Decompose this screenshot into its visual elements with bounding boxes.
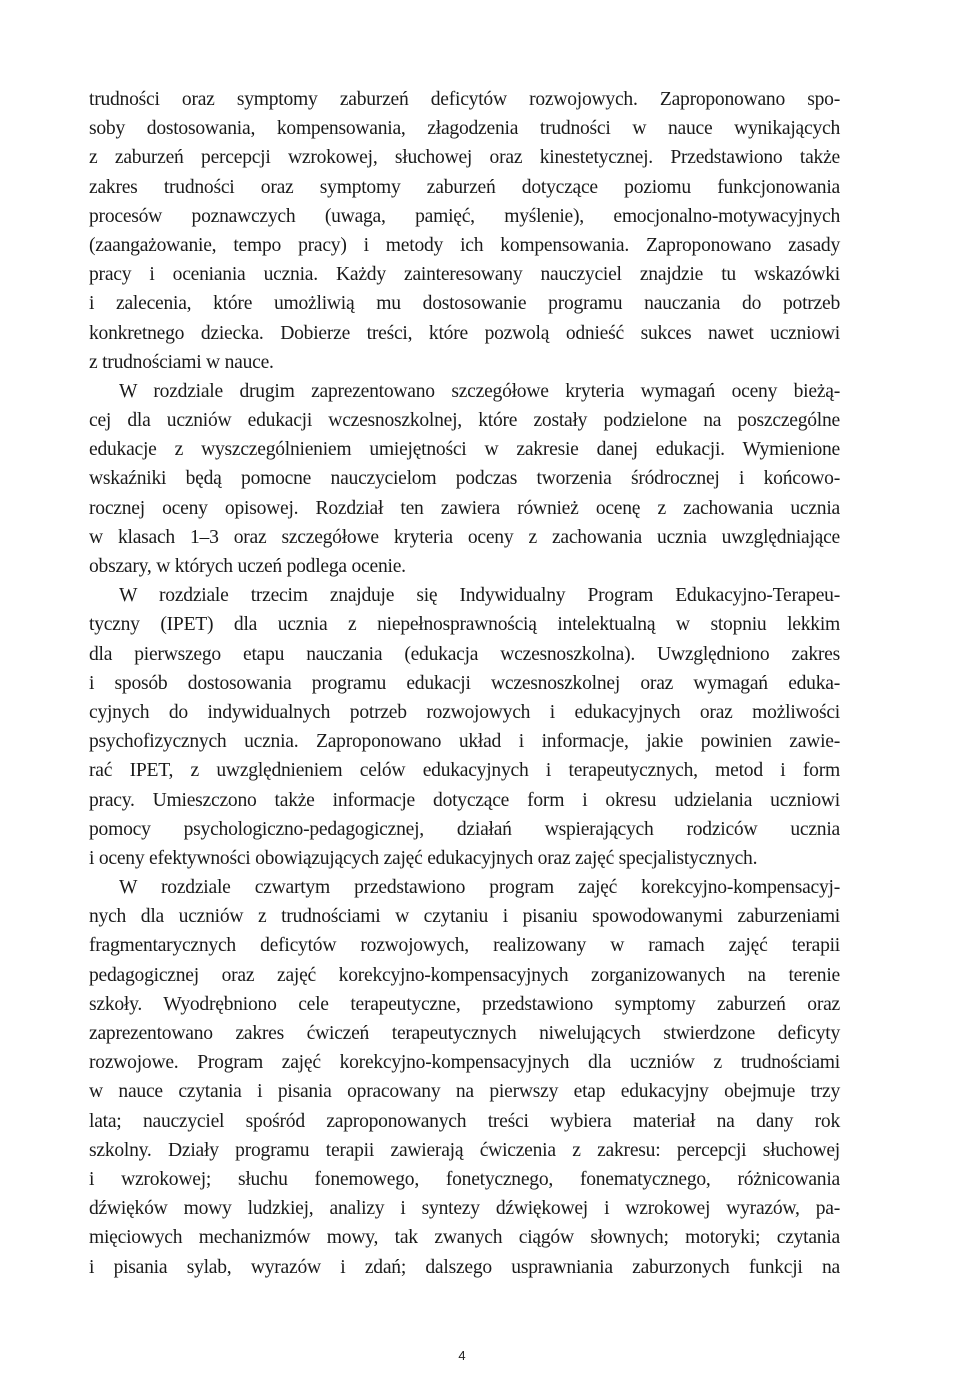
text-line: i oceny efektywności obowiązujących zajęć edukacyjnych oraz zajęć specjalistycznych. — [89, 847, 758, 869]
paragraph — [89, 873, 840, 1282]
paragraph — [89, 377, 840, 581]
text-line: soby dostosowania, kompensowania, złagodzenia trudności w nauce wynikających — [89, 118, 840, 140]
text-line: dźwięków mowy ludzkiej, analizy i syntezy dźwiękowej i wzrokowej wyrazów, pa- — [89, 1198, 840, 1220]
text-line: tyczny (IPET) dla ucznia z niepełnosprawnością intelektualną w stopniu lekkim — [89, 614, 840, 636]
text-line: dla pierwszego etapu nauczania (edukacja wczesnoszkolna). Uwzględniono zakres — [89, 643, 840, 665]
text-line: pracy. Umieszczono także informacje dotyczące form i okresu udzielania uczniowi — [89, 789, 840, 811]
text-line: W rozdziale czwartym przedstawiono program zajęć korekcyjno-kompensacyj- — [119, 877, 840, 899]
text-line: rać IPET, z uwzględnieniem celów edukacyjnych i terapeutycznych, metod i form — [89, 760, 840, 782]
text-line: pracy i oceniania ucznia. Każdy zainteresowany nauczyciel znajdzie tu wskazówki — [89, 264, 840, 286]
text-line: lata; nauczyciel spośród zaproponowanych treści wybiera materiał na dany rok — [89, 1110, 840, 1132]
text-line: psychofizycznych ucznia. Zaproponowano układ i informacje, jakie powinien zawie- — [89, 731, 840, 753]
text-line: i wzrokowej; słuchu fonemowego, fonetycznego, fonematycznego, różnicowania — [89, 1168, 840, 1190]
text-line: rozwojowe. Program zajęć korekcyjno-kompensacyjnych dla uczniów z trudnościami — [89, 1052, 840, 1074]
body-text — [89, 85, 840, 1282]
text-line: konkretnego dziecka. Dobierze treści, które pozwolą odnieść sukces nawet uczniowi — [89, 322, 840, 344]
text-line: w nauce czytania i pisania opracowany na pierwszy etap edukacyjny obejmuje trzy — [89, 1081, 840, 1103]
paragraph — [89, 581, 840, 873]
text-line: (zaangażowanie, tempo pracy) i metody ich kompensowania. Zaproponowano zasady — [89, 234, 840, 256]
paragraph — [89, 85, 840, 377]
text-line: edukacje z wyszczególnieniem umiejętności w zakresie danej edukacji. Wymienione — [89, 439, 840, 461]
text-line: W rozdziale trzecim znajduje się Indywidualny Program Edukacyjno-Terapeu- — [119, 585, 840, 607]
text-line: i pisania sylab, wyrazów i zdań; dalszego usprawniania zaburzonych funkcji na — [89, 1256, 840, 1278]
text-line: zakres trudności oraz symptomy zaburzeń dotyczące poziomu funkcjonowania — [89, 176, 840, 198]
text-line: i zalecenia, które umożliwią mu dostosowanie programu nauczania do potrzeb — [89, 293, 840, 315]
text-line: W rozdziale drugim zaprezentowano szczegółowe kryteria wymagań oceny bieżą- — [119, 380, 840, 402]
text-line: pedagogicznej oraz zajęć korekcyjno-kompensacyjnych zorganizowanych na terenie — [89, 964, 840, 986]
text-line: pomocy psychologiczno-pedagogicznej, działań wspierających rodziców ucznia — [89, 818, 840, 840]
text-line: z trudnościami w nauce. — [89, 351, 274, 373]
text-line: cyjnych do indywidualnych potrzeb rozwojowych i edukacyjnych oraz możliwości — [89, 701, 840, 723]
text-line: trudności oraz symptomy zaburzeń deficytów rozwojowych. Zaproponowano spo- — [89, 89, 840, 110]
text-line: w klasach 1–3 oraz szczegółowe kryteria oceny z zachowania ucznia uwzględniające — [89, 526, 840, 548]
text-line: cej dla uczniów edukacji wczesnoszkolnej, które zostały podzielone na poszczególne — [89, 410, 840, 432]
text-line: nych dla uczniów z trudnościami w czytaniu i pisaniu spowodowanymi zaburzeniami — [89, 906, 840, 928]
text-line: wskaźniki będą pomocne nauczycielom podczas tworzenia śródrocznej i końcowo- — [89, 468, 840, 490]
text-line: z zaburzeń percepcji wzrokowej, słuchowej oraz kinestetycznej. Przedstawiono także — [89, 147, 840, 169]
text-line: i sposób dostosowania programu edukacji wczesnoszkolnej oraz wymagań eduka- — [89, 672, 840, 694]
text-line: szkoły. Wyodrębniono cele terapeutyczne, przedstawiono symptomy zaburzeń oraz — [89, 993, 840, 1015]
text-line: zaprezentowano zakres ćwiczeń terapeutycznych niwelujących stwierdzone deficyty — [89, 1023, 840, 1044]
text-line: rocznej oceny opisowej. Rozdział ten zawiera również ocenę z zachowania ucznia — [89, 497, 840, 519]
text-line: procesów poznawczych (uwaga, pamięć, myślenie), emocjonalno-motywacyjnych — [89, 205, 840, 227]
text-line: mięciowych mechanizmów mowy, tak zwanych ciągów słownych; motoryki; czytania — [89, 1227, 840, 1249]
text-line: obszary, w których uczeń podlega ocenie. — [89, 556, 406, 577]
text-line: fragmentarycznych deficytów rozwojowych, realizowany w ramach zajęć terapii — [89, 935, 840, 957]
text-line: szkolny. Działy programu terapii zawierają ćwiczenia z zakresu: percepcji słuchowej — [89, 1139, 840, 1161]
page-number: 4 — [458, 1348, 466, 1363]
